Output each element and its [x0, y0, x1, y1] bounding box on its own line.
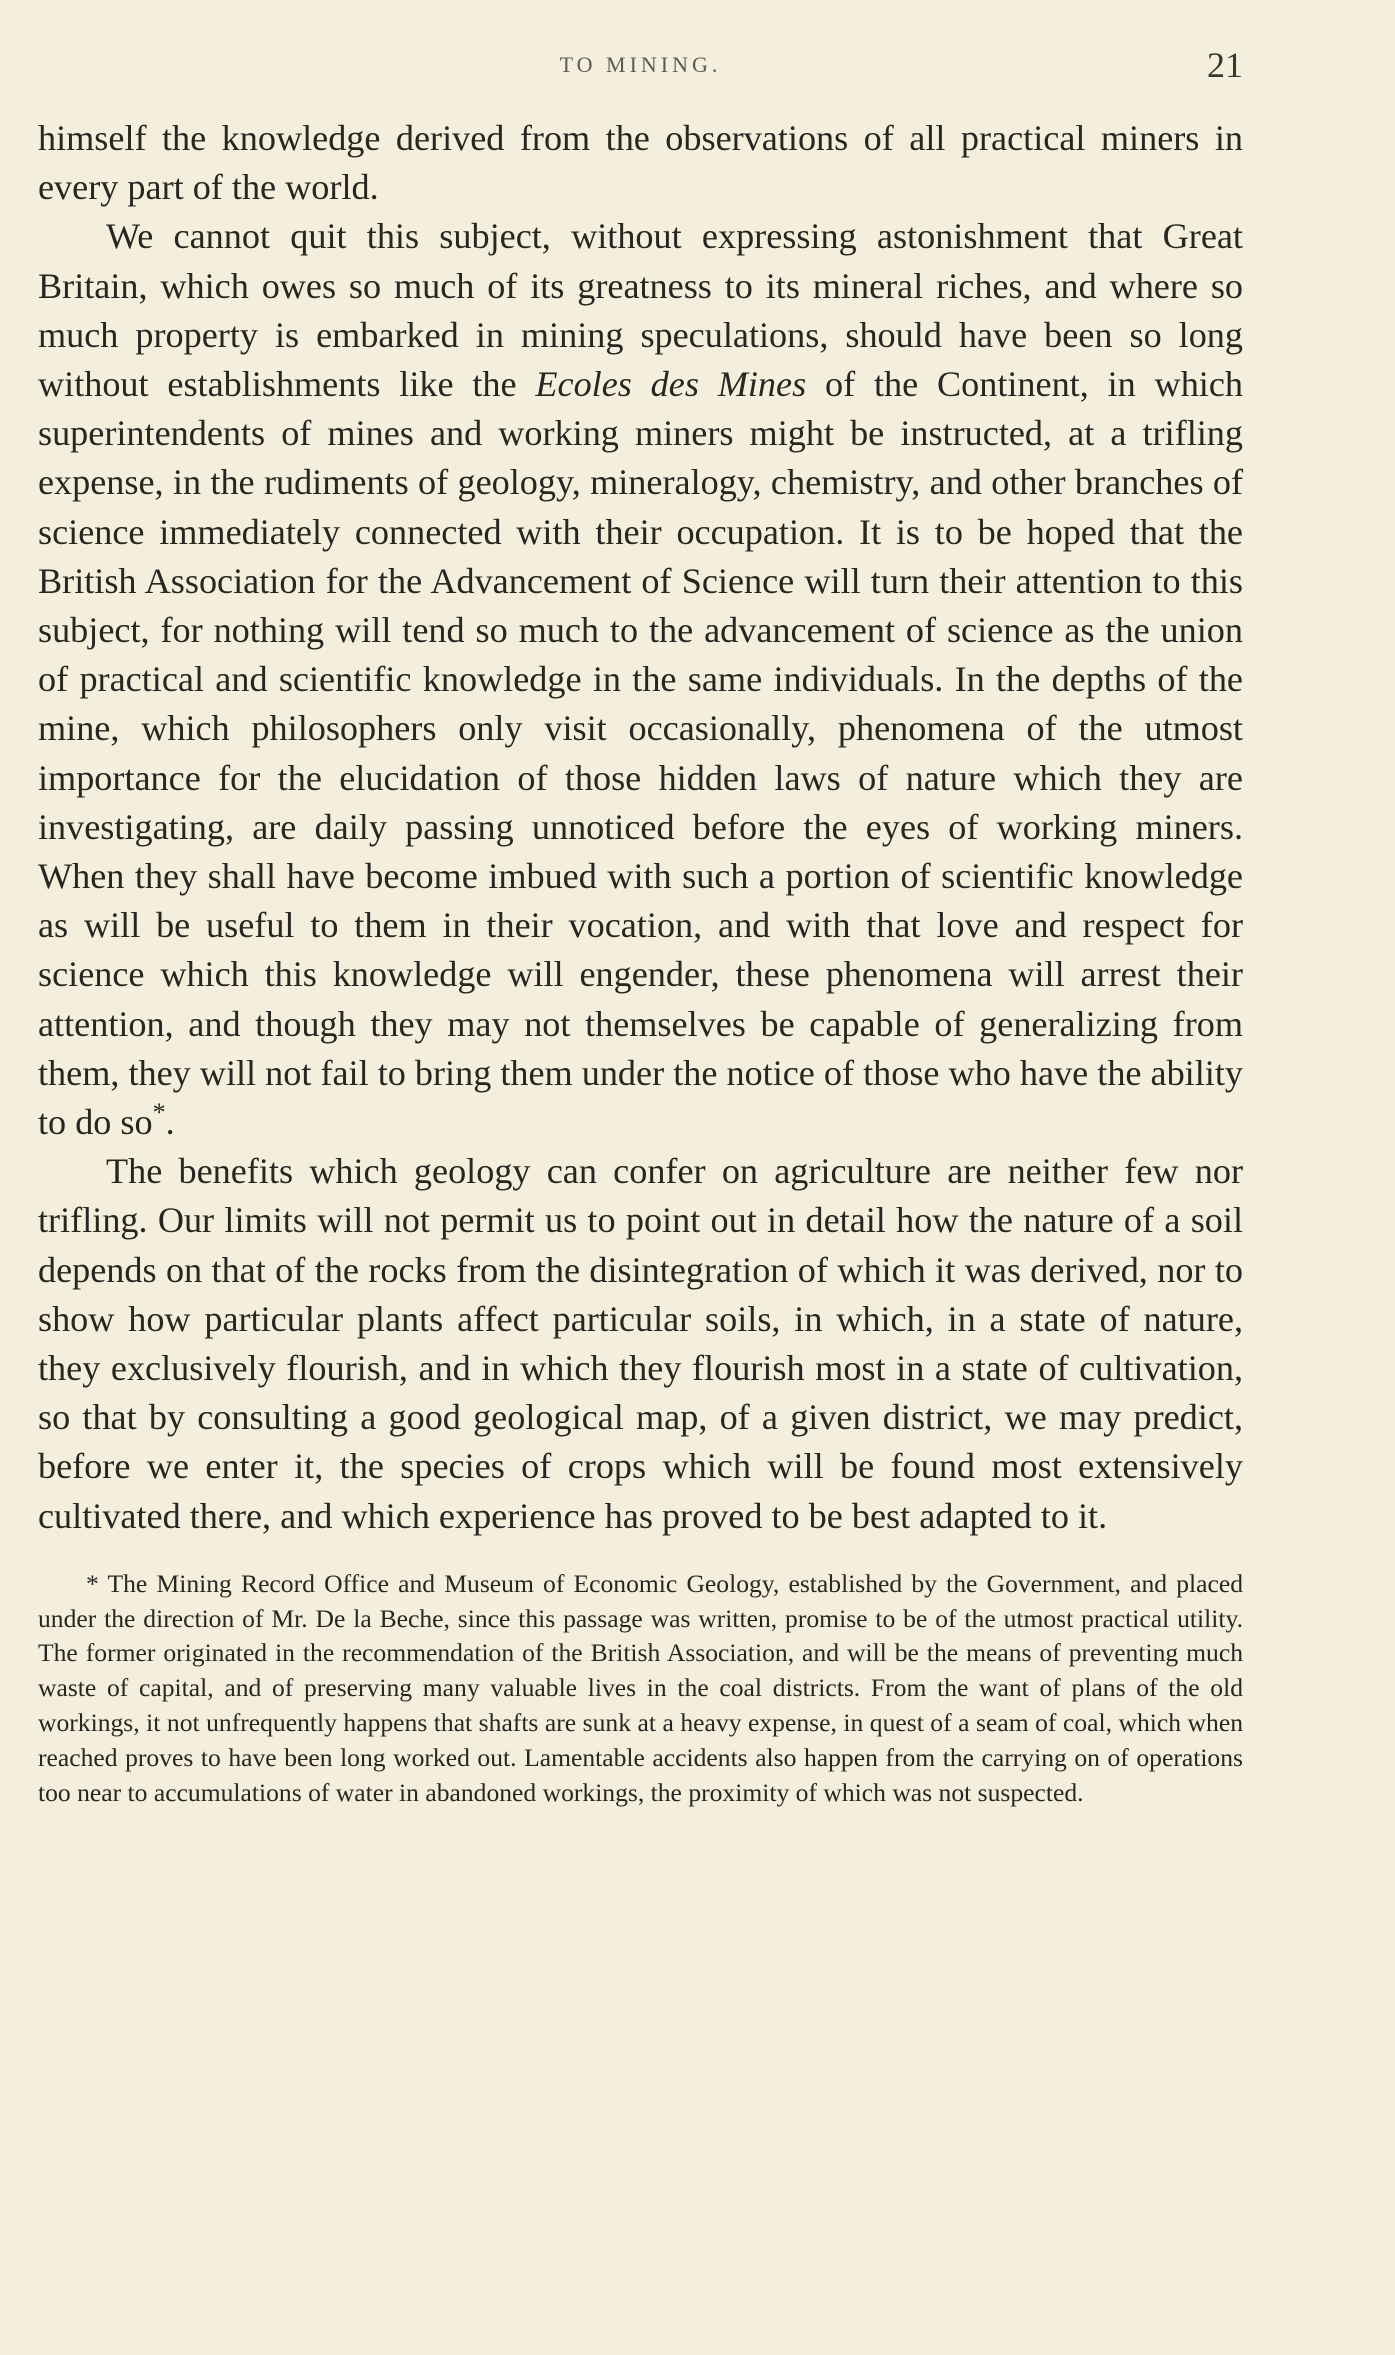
running-head [38, 44, 1243, 104]
paragraph-text-rest: of the Continent, in which superintendents of mines and working miners might be instructed, at a trifling expense, in the rudiments of geology, mineralogy, chemistry, and other branches of science immediately connected with their occupation. It is to be hoped that the British Association for the Advancement of Science will turn their attention to this subject, for nothing will tend so much to the advancement of science as the union of practical and scientific knowledge in the same individuals. In the depths of the mine, which philosophers only visit occasionally, phenomena of the utmost importance for the elucidation of those hidden laws of nature which they are investigating, are daily passing unnoticed before the eyes of working miners. When they shall have become imbued with such a portion of scientific knowledge as will be useful to them in their vocation, and with that love and respect for science which this knowledge will engender, these phenomena will arrest their attention, and though they may not themselves be capable of generalizing from them, they will not fail to bring them under the notice of those who have the ability to do so [38, 364, 1243, 1143]
paragraph-end-punctuation: . [165, 1102, 175, 1143]
paragraph-agriculture: The benefits which geology can confer on agriculture are neither few nor trifling. Our limits will not permit us to point out in detail how the nature of a soil depends on that of the rocks from the disintegration of which it was derived, nor to show how particular plants affect particular soils, in which, in a state of nature, they exclusively flourish, and in which they flourish most in a state of cultivation, so that by consulting a good geological map, of a given district, we may predict, before we enter it, the species of crops which will be found most extensively cultivated there, and which experience has proved to be best adapted to it. [38, 1151, 1243, 1536]
footnote-mark: * [86, 1568, 99, 1598]
footnote-reference-mark[interactable]: * [152, 1098, 166, 1127]
footnote [38, 1567, 1243, 1811]
footnote-text: The Mining Record Office and Museum of Economic Geology, established by the Government, and placed under the direction of Mr. De la Beche, since this passage was written, promise to be of the utmost practical utility. The former originated in the recommendation of the British Association, and will be the means of preventing much waste of capital, and of preserving many valuable lives in the coal districts. From the want of plans of the old workings, it not unfrequently happens that shafts are sunk at a heavy expense, in quest of a seam of coal, which when reached proves to have been long worked out. Lamentable accidents also happen from the carrying on of operations too near to accumulations of water in abandoned workings, the proximity of which was not suspected. [38, 1568, 1243, 1807]
paragraph-mining-schools [38, 212, 1243, 1147]
paragraph-continuation: himself the knowledge derived from the observations of all practical miners in every part of the world. [38, 118, 1243, 208]
running-title: TO MINING. [559, 52, 722, 77]
book-page [38, 44, 1243, 1810]
paragraph-text-start: We cannot quit this subject, without expressing astonishment that Great Britain, which owes so much of its greatness to its mineral riches, and where so much property is embarked in mining speculations, should have been so long without establishments like the [38, 216, 1243, 405]
italic-ecoles-des-mines: Ecoles des Mines [535, 364, 807, 405]
page-number: 21 [1207, 45, 1243, 85]
body-text [38, 114, 1243, 1541]
